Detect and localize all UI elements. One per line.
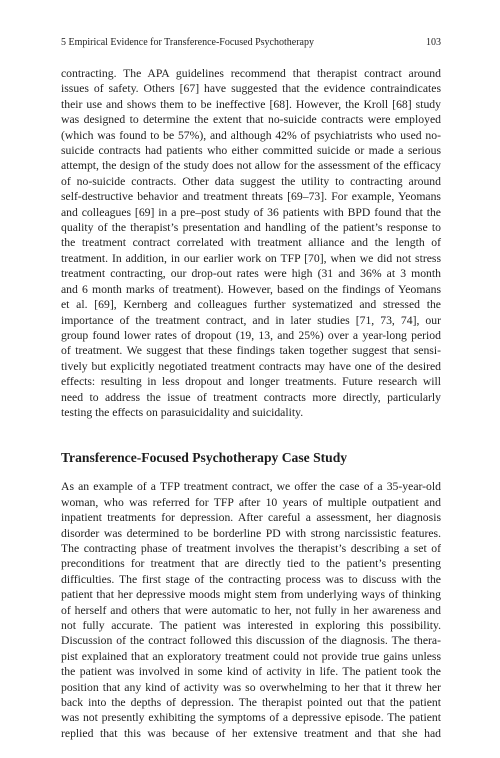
paragraph-line: of no-suicide contracts. Other data suggest the utility to contracting around bbox=[61, 174, 441, 188]
paragraph-line: was not presently exhibiting the symptoms of a depressive episode. The patient bbox=[61, 711, 441, 725]
paragraph-line: difficulties. The first stage of the contracting process was to discuss with the bbox=[61, 572, 441, 586]
paragraph-line: testing the effects on parasuicidality and suicidality. bbox=[61, 405, 304, 419]
paragraph-line: attempt, the design of the study does not allow for the assessment of the efficacy bbox=[61, 159, 441, 173]
paragraph-line: the patient was involved in some kind of activity in life. The patient took the bbox=[61, 665, 441, 679]
paragraph-line: position that any kind of activity was so overwhelming to her that it threw her bbox=[61, 680, 441, 694]
paragraph-line: and 6 month marks of treatment). However, based on the findings of Yeomans bbox=[61, 282, 441, 296]
paragraph-line: contracting. The APA guidelines recommend that therapist contract around bbox=[61, 67, 441, 80]
paragraph-line: importance of the treatment contract, and in later studies [71, 73, 74], our bbox=[61, 313, 441, 327]
paragraph-line: of treatment. We suggest that these findings taken together suggest that sensi- bbox=[61, 344, 441, 358]
running-title: 5 Empirical Evidence for Transference-Focused Psychotherapy bbox=[61, 37, 314, 48]
paragraph-line: The contracting phase of treatment involves the therapist’s describing a set of bbox=[61, 541, 441, 555]
paragraph-line: was designed to determine the extent that no-suicide contracts were employed bbox=[61, 113, 441, 127]
paragraph-line: pist explained that an exploratory treatment could not provide true gains unless bbox=[61, 649, 441, 663]
paragraph-line: et al. [69], Kernberg and colleagues further systematized and stressed the bbox=[61, 298, 441, 312]
paragraph-line: inpatient treatments for depression. After careful a assessment, her diagnosis bbox=[61, 511, 441, 525]
paragraph-line: group found lower rates of dropout (19, 13, and 25%) over a year-long period bbox=[61, 328, 441, 342]
page bbox=[61, 36, 441, 741]
paragraph-line: issues of safety. Others [67] have suggested that the evidence contraindicates bbox=[61, 82, 441, 96]
paragraph-line: not fully accurate. The patient was interested in exploring this possibility. bbox=[61, 619, 441, 632]
paragraph-line: (which was found to be 57%), and although 42% of psychiatrists who used no- bbox=[61, 128, 441, 142]
paragraph-line: effects: resulting in less dropout and longer treatments. Future research will bbox=[61, 375, 441, 389]
paragraph-line: treatment. In addition, in our earlier work on TFP [70], when we did not stress bbox=[61, 251, 441, 265]
paragraph-line: treatment contracting, our drop-out rates were high (31 and 36% at 3 month bbox=[61, 267, 441, 281]
paragraph-line: patient that her depressive moods might stem from underlying ways of thinking bbox=[61, 588, 441, 602]
paragraph-line: preconditions for treatment that are directly tied to the patient’s presenting bbox=[61, 557, 441, 571]
paragraph-line: back into the depths of depression. The therapist pointed out that the patient bbox=[61, 696, 441, 710]
paragraph-line: disorder was determined to be borderline PD with strong narcissistic features. bbox=[61, 526, 441, 540]
running-head bbox=[61, 36, 441, 50]
paragraph-line: As an example of a TFP treatment contract, we offer the case of a 35-year-old bbox=[61, 480, 441, 494]
paragraph-line: suicide contracts had patients who either committed suicide or made a serious bbox=[61, 144, 441, 158]
paragraph-line: the treatment contract correlated with treatment alliance and the length of bbox=[61, 236, 441, 250]
page-number: 103 bbox=[426, 37, 441, 48]
paragraph-line: need to address the issue of treatment contracts more directly, particularly bbox=[61, 390, 441, 404]
paragraph-line: their use and shows them to be ineffective [68]. However, the Kroll [68] study bbox=[61, 97, 441, 111]
paragraph-line: Discussion of the contract followed this discussion of the diagnosis. The thera- bbox=[61, 634, 441, 648]
paragraph-line: woman, who was referred for TFP after 10 years of multiple outpatient and bbox=[61, 495, 441, 509]
paragraph-line: quality of the therapist’s presentation and handling of the patient’s response to bbox=[61, 221, 441, 235]
paragraph-line: and colleagues [69] in a pre–post study of 36 patients with BPD found that the bbox=[61, 205, 441, 219]
body-paragraph-1 bbox=[61, 66, 441, 420]
paragraph-line: tively but explicitly negotiated treatment contracts may have one of the desired bbox=[61, 359, 441, 373]
paragraph-line: self-destructive behavior and treatment threats [69–73]. For example, Yeomans bbox=[61, 190, 441, 204]
section-heading: Transference-Focused Psychotherapy Case Study bbox=[61, 450, 348, 466]
body-paragraph-2 bbox=[61, 479, 441, 741]
paragraph-line: replied that this was because of her extensive treatment and that she had bbox=[61, 726, 441, 740]
paragraph-line: of herself and others that were automatic to her, not fully in her awareness and bbox=[61, 603, 441, 617]
